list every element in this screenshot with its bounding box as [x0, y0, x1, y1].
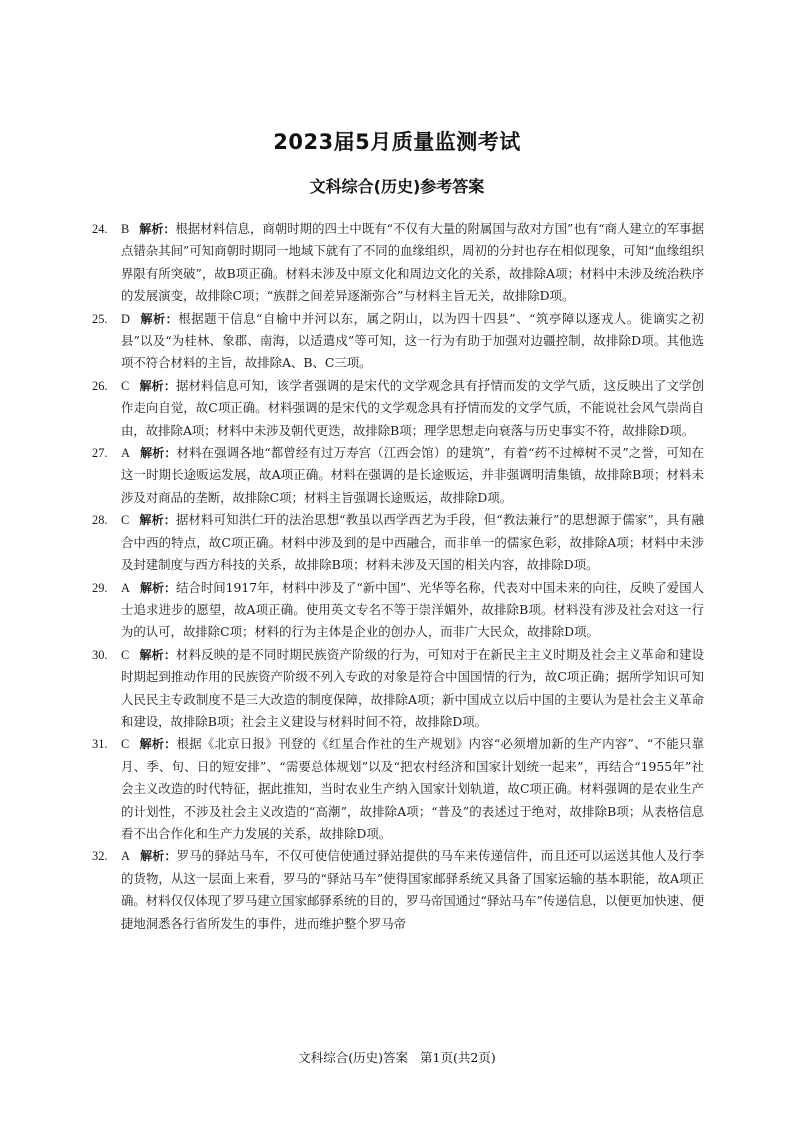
page-footer	[0, 1048, 794, 1066]
question-number: 25.	[92, 311, 108, 326]
analysis-label: 解析：	[139, 647, 177, 662]
analysis-label: 解析：	[139, 446, 177, 461]
answer-25	[92, 308, 704, 375]
footer-page-number: 第1页(共2页)	[420, 1050, 496, 1065]
question-number: 32.	[92, 849, 108, 864]
analysis-text: 据材料信息可知，该学者强调的是宋代的文学观念具有抒情而发的文学气质，这反映出了文学创作走向自觉，故C项正确。材料强调的是宋代的文学观念具有抒情而发的文学气质，不能说社会风气崇尚自由，故排除A项；材料中未涉及朝代更迭，故排除B项；理学思想走向衰落与历史事实不符，故排除D项。	[121, 377, 704, 438]
question-number: 28.	[92, 513, 108, 528]
analysis-text: 根据《北京日报》刊登的《红星合作社的生产规划》内容“必须增加新的生产内容”、“不能只靠月、季、旬、日的短安排”、“需要总体规划”以及“把农村经济和国家计划统一起来”，再结合“1955年”社会主义改造的时代特征，据此推知，当时农业生产纳入国家计划轨道，故C项正确。材料强调的是农业生产的计划性，不涉及社会主义改造的“高潮”，故排除A项；“普及”的表述过于绝对，故排除B项；从表格信息看不出合作化和生产力发展的关系，故排除D项。	[121, 736, 704, 841]
analysis-label: 解析：	[139, 378, 177, 393]
answer-choice: D	[121, 311, 130, 326]
analysis-label: 解析：	[139, 513, 176, 528]
analysis-label: 解析：	[139, 849, 177, 864]
answer-choice: C	[121, 737, 130, 752]
question-number: 26.	[92, 378, 108, 393]
analysis-label: 解析：	[139, 580, 177, 595]
question-number: 29.	[92, 580, 108, 595]
answer-26	[92, 375, 704, 442]
analysis-label: 解析：	[139, 311, 179, 326]
question-number: 30.	[92, 647, 108, 662]
analysis-text: 材料在强调各地“都曾经有过万寿宫（江西会馆）的建筑”，有着“药不过樟树不灵”之誉，可知在这一时期长途贩运发展，故A项正确。材料在强调的是长途贩运，并非强调明清集镇，故排除B项；材料未涉及对商品的垄断，故排除C项；材料主旨强调长途贩运，故排除D项。	[121, 445, 704, 505]
answer-list	[92, 218, 704, 935]
answer-32	[92, 845, 704, 935]
analysis-text: 材料反映的是不同时期民族资产阶级的行为，可知对于在新民主主义时期及社会主义革命和建设时期起到推动作用的民族资产阶级不列入专政的对象是符合中国国情的行为，故C项正确；据所学知识可知人民民主专政制度不是三大改造的制度保障，故排除A项；新中国成立以后中国的主要认为是社会主义革命和建设，故排除B项；社会主义建设与材料时间不符，故排除D项。	[121, 646, 704, 729]
analysis-label: 解析：	[139, 222, 176, 236]
page-subtitle: 文科综合(历史)参考答案	[309, 177, 485, 196]
analysis-text: 罗马的驿站马车，不仅可使信使通过驿站提供的马车来传递信件，而且还可以运送其他人及行李的货物，从这一层面上来看，罗马的“驿站马车”使得国家邮驿系统又具备了国家运输的基本职能，故A项正确。材料仅仅体现了罗马建立国家邮驿系统的目的，罗马帝国通过“驿站马车”传递信息，以便更加快速、便捷地洞悉各行省所发生的事件，进而维护整个罗马帝	[121, 848, 704, 931]
answer-31	[92, 733, 704, 845]
answer-29	[92, 577, 704, 644]
answer-27	[92, 442, 704, 509]
footer-subject: 文科综合(历史)答案	[298, 1050, 409, 1065]
answer-28	[92, 509, 704, 576]
answer-choice: C	[121, 378, 130, 393]
answer-choice: C	[121, 513, 130, 528]
page-title: 2023届5月质量监测考试	[273, 130, 521, 154]
answer-choice: A	[121, 446, 130, 461]
question-number: 24.	[92, 222, 108, 236]
answer-24	[92, 218, 704, 308]
analysis-text: 根据材料信息，商朝时期的四土中既有“不仅有大量的附属国与敌对方国”也有“商人建立的军事据点错杂其间”可知商朝时期同一地域下就有了不同的血缘组织，周初的分封也存在相似现象，可知“血缘组织界限有所突破”，故B项正确。材料未涉及中原文化和周边文化的关系，故排除A项；材料中未涉及统治秩序的发展演变，故排除C项；“族群之间差异逐渐弥合”与材料主旨无关，故排除D项。	[121, 221, 704, 304]
answer-choice: A	[121, 849, 130, 864]
answer-choice: B	[121, 222, 130, 236]
question-number: 27.	[92, 446, 108, 461]
analysis-text: 结合时间1917年，材料中涉及了“新中国”、光华等名称，代表对中国未来的向往，反映了爱国人士追求进步的愿望，故A项正确。使用英文专名不等于崇洋媚外，故排除B项。材料没有涉及社会对这一行为的认可，故排除C项；材料的行为主体是企业的创办人，而非广大民众，故排除D项。	[121, 579, 704, 640]
analysis-text: 据材料可知洪仁玕的法治思想“教虽以西学西艺为手段，但“教法兼行”的思想源于儒家”，具有融合中西的特点，故C项正确。材料中涉及到的是中西融合，而非单一的儒家色彩，故排除A项；材料中未涉及封建制度与西方科技的关系，故排除B项；材料未涉及天国的相关内容，故排除D项。	[121, 512, 704, 573]
answer-choice: C	[121, 647, 130, 662]
answer-30	[92, 644, 704, 734]
analysis-text: 根据题干信息“自榆中并河以东，属之阴山，以为四十四县”、“筑亭障以逐戎人。徙谪实之初县”以及“为桂林、象郡、南海，以适遣戍”等可知，这一行为有助于加强对边疆控制，故排除D项。其他选项不符合材料的主旨，故排除A、B、C三项。	[121, 310, 704, 371]
analysis-label: 解析：	[139, 737, 177, 752]
question-number: 31.	[92, 737, 108, 752]
answer-choice: A	[121, 580, 130, 595]
